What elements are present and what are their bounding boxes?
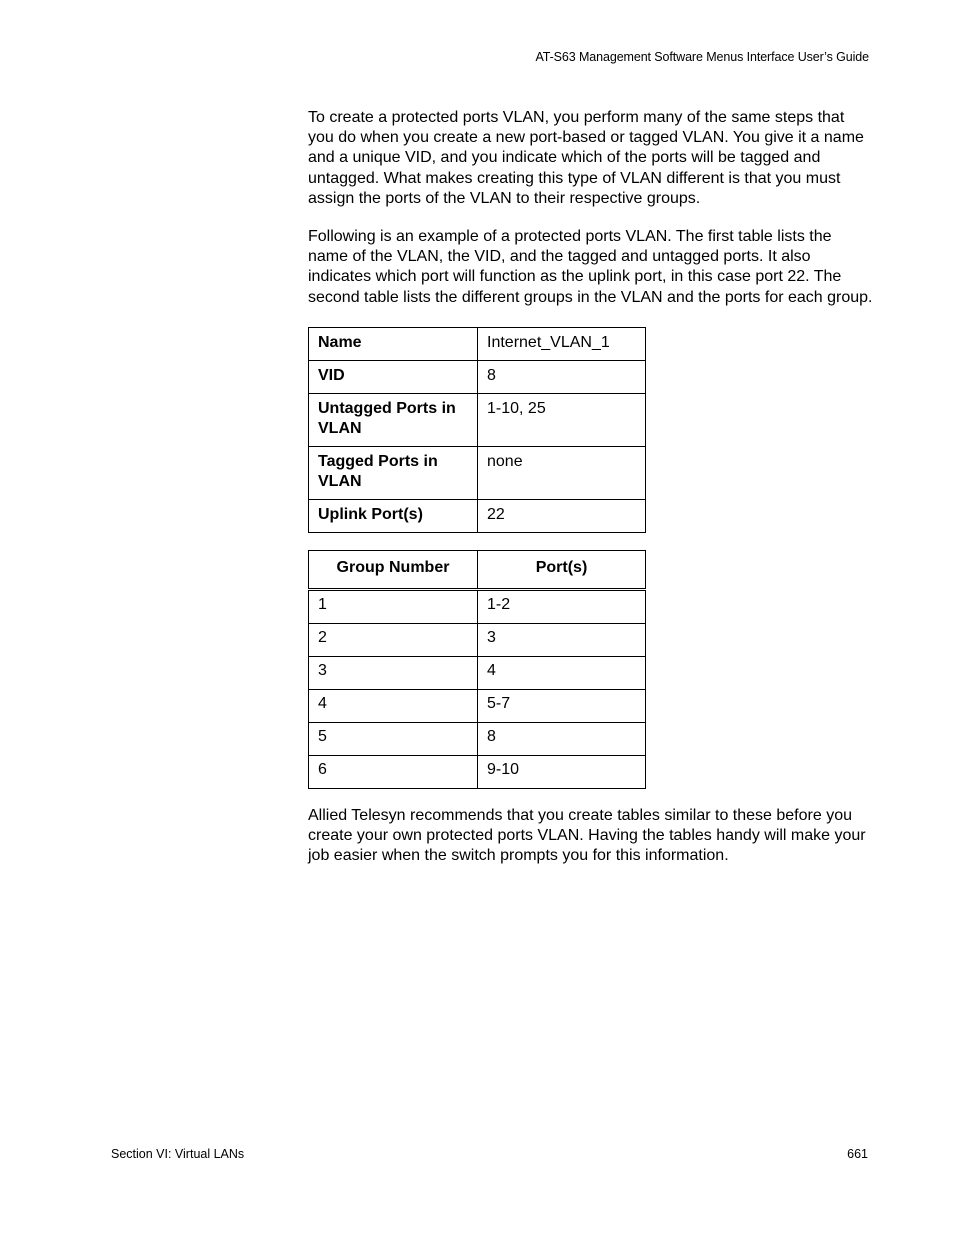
ports-cell: 4 (478, 656, 646, 689)
table-header-row (309, 550, 646, 589)
untagged-ports-label: Untagged Ports in VLAN (309, 393, 478, 446)
ports-cell: 3 (478, 623, 646, 656)
ports-cell: 1-2 (478, 589, 646, 623)
uplink-port-label: Uplink Port(s) (309, 499, 478, 532)
group-number-cell: 5 (309, 722, 478, 755)
table-row (309, 446, 646, 499)
vlan-name-label: Name (309, 327, 478, 360)
footer-page-number: 661 (847, 1147, 868, 1161)
table-row (309, 589, 646, 623)
table-row (309, 393, 646, 446)
ports-cell: 5-7 (478, 689, 646, 722)
vlan-definition-table (308, 327, 646, 533)
footer-section-title: Section VI: Virtual LANs (111, 1147, 245, 1161)
ports-cell: 8 (478, 722, 646, 755)
group-number-header: Group Number (309, 550, 478, 589)
tagged-ports-value: none (478, 446, 646, 499)
recommendation-paragraph: Allied Telesyn recommends that you create tables similar to these before you create your own protected ports VLAN. Having the tables handy will make your job easier when the switch prompts you for this information. (308, 806, 866, 865)
vlan-name-value: Internet_VLAN_1 (478, 327, 646, 360)
page-body (308, 108, 873, 866)
table-row (309, 722, 646, 755)
table-row (309, 327, 646, 360)
group-number-cell: 2 (309, 623, 478, 656)
untagged-ports-value: 1-10, 25 (478, 393, 646, 446)
vid-value: 8 (478, 360, 646, 393)
tagged-ports-label: Tagged Ports in VLAN (309, 446, 478, 499)
table-row (309, 499, 646, 532)
group-number-cell: 4 (309, 689, 478, 722)
ports-cell: 9-10 (478, 755, 646, 788)
group-ports-table (308, 550, 646, 789)
example-paragraph: Following is an example of a protected ports VLAN. The first table lists the name of the VLAN, the VID, and the tagged and untagged ports. It also indicates which port will function as the uplink port, in this case port 22. The second table lists the different groups in the VLAN and the ports for each group. (308, 228, 873, 306)
group-number-cell: 3 (309, 656, 478, 689)
running-header: AT-S63 Management Software Menus Interface User’s Guide (535, 50, 869, 64)
group-number-cell: 1 (309, 589, 478, 623)
table-row (309, 755, 646, 788)
vid-label: VID (309, 360, 478, 393)
ports-header: Port(s) (478, 550, 646, 589)
intro-paragraph: To create a protected ports VLAN, you perform many of the same steps that you do when you create a new port-based or tagged VLAN. You give it a name and a unique VID, and you indicate which of the ports will be tagged and untagged. What makes creating this type of VLAN different is that you must assign the ports of the VLAN to their respective groups. (308, 109, 864, 207)
table-row (309, 623, 646, 656)
table-row (309, 689, 646, 722)
uplink-port-value: 22 (478, 499, 646, 532)
table-row (309, 360, 646, 393)
table-row (309, 656, 646, 689)
group-number-cell: 6 (309, 755, 478, 788)
